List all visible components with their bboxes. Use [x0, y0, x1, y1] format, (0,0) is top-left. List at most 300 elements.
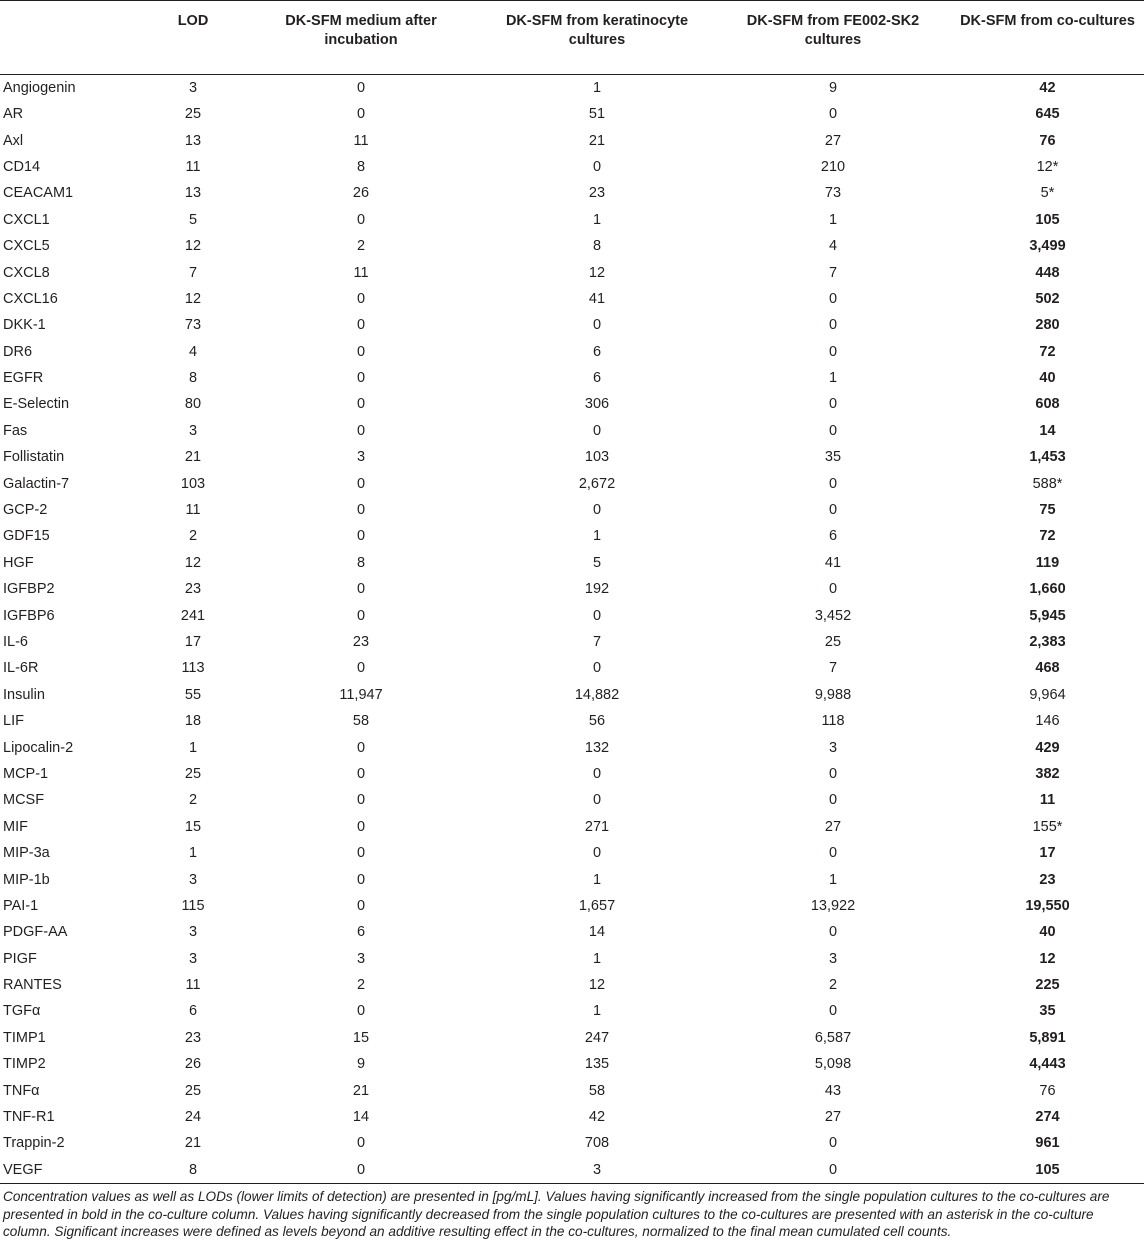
table-row: [0, 761, 1144, 787]
cell-lod: 55: [184, 686, 202, 703]
cell-medium: 0: [356, 475, 366, 492]
cell-medium: 15: [352, 1029, 370, 1046]
cell-fe002: 0: [828, 106, 838, 123]
cell-medium: 0: [356, 871, 366, 888]
cell-fe002: 0: [828, 845, 838, 862]
cell-keratinocyte: 0: [592, 422, 602, 439]
cell-lod: 80: [184, 396, 202, 413]
cell-keratinocyte: 135: [584, 1056, 610, 1073]
cell-co: 17: [1039, 845, 1056, 862]
cell-co: 105: [951, 1157, 1144, 1184]
cell-medium: 0: [356, 502, 366, 519]
cell-fe002: 25: [824, 634, 842, 650]
cell-keratinocyte: 708: [584, 1135, 610, 1152]
table-row: [0, 523, 1144, 549]
cell-medium: 0: [356, 792, 366, 809]
cell-medium: 21: [352, 1082, 370, 1099]
cell-keratinocyte: 56: [588, 713, 606, 730]
cell-lod: 1: [188, 739, 198, 756]
cell-name: IL-6R: [3, 660, 39, 677]
cell-co: 429: [1035, 739, 1060, 756]
cell-medium: 0: [356, 739, 366, 756]
cell-keratinocyte: 1: [592, 950, 602, 967]
cell-name: CXCL1: [3, 211, 50, 228]
cell-medium: 14: [352, 1109, 370, 1126]
cell-medium: 0: [356, 370, 366, 387]
table-row: [0, 629, 1144, 655]
cell-fe002: 3: [828, 950, 838, 967]
cell-fe002: 3,452: [814, 607, 852, 624]
cell-lod: 8: [143, 1157, 243, 1184]
cell-fe002: 1: [828, 871, 838, 888]
cell-fe002: 0: [828, 792, 838, 809]
cell-fe002: 0: [828, 475, 838, 492]
cell-fe002: 7: [828, 264, 838, 281]
cell-co: 588*: [1032, 475, 1063, 492]
cell-name: HGF: [3, 554, 34, 571]
header-lod: LOD: [143, 1, 243, 75]
cell-lod: 3: [188, 422, 198, 439]
cell-keratinocyte: 0: [592, 502, 602, 519]
cell-medium: 0: [356, 765, 366, 782]
cell-co: 12: [1039, 950, 1056, 967]
cell-keratinocyte: 58: [588, 1082, 606, 1099]
table-footnote: Concentration values as well as LODs (lower limits of detection) are presented in [pg/mL]. Values having significantly increased from the single population cultures to the co-cultures are presented in bold in the co-culture column. Values having significantly decreased from the single population cultures to the co-cultures are presented with an asterisk in the co-culture column. Significant increases were defined as levels beyond an additive resulting effect in the co-cultures, normalized to the final mean cumulated cell counts.: [3, 1189, 1110, 1239]
cell-medium: 23: [352, 634, 370, 650]
cell-name: IGFBP2: [3, 581, 55, 598]
table-row: [0, 497, 1144, 523]
cell-lod: 3: [188, 924, 198, 941]
cell-name: DKK-1: [3, 317, 46, 334]
cell-fe002: 0: [828, 290, 838, 307]
table-row: [0, 286, 1144, 312]
cell-keratinocyte: 132: [584, 739, 610, 756]
cell-co: 2,383: [1029, 634, 1066, 650]
header-row: [0, 1, 1144, 75]
cell-keratinocyte: 1,657: [578, 897, 616, 914]
cell-lod: 15: [184, 818, 202, 835]
cell-fe002: 0: [828, 396, 838, 413]
cell-medium: 11: [353, 264, 369, 281]
cell-keratinocyte: 41: [588, 290, 606, 307]
cell-name: Fas: [3, 422, 28, 439]
table-row: [0, 576, 1144, 602]
cell-name: TNF-R1: [3, 1109, 55, 1126]
table-row: [0, 233, 1144, 259]
cell-co: 76: [1039, 132, 1056, 149]
cell-name: Galactin-7: [3, 475, 70, 492]
cell-lod: 12: [184, 290, 202, 307]
cell-keratinocyte: 14: [588, 924, 606, 941]
cell-lod: 1: [188, 845, 198, 862]
cell-keratinocyte: 3: [479, 1157, 715, 1184]
table-header: [0, 1, 1144, 75]
cell-co: 448: [1035, 264, 1060, 281]
cell-keratinocyte: 0: [592, 158, 602, 175]
cell-co: 9,964: [1029, 686, 1066, 703]
cell-co: 5,891: [1029, 1029, 1066, 1046]
cell-co: 961: [1035, 1135, 1060, 1152]
cell-fe002: 35: [824, 449, 842, 466]
cell-fe002: 0: [828, 765, 838, 782]
cell-lod: 241: [180, 607, 206, 624]
table-row: [0, 101, 1144, 127]
cell-fe002: 27: [824, 132, 842, 149]
cell-fe002: 7: [828, 660, 838, 677]
cell-lod: 25: [184, 1082, 202, 1099]
table-row: [0, 1130, 1144, 1156]
cell-medium: 0: [243, 1157, 479, 1184]
cell-co: 72: [1039, 343, 1056, 360]
cell-name: PDGF-AA: [3, 924, 68, 941]
table-row: [0, 998, 1144, 1024]
cell-medium: 0: [356, 211, 366, 228]
table-row: [0, 840, 1144, 866]
table-row: [0, 1051, 1144, 1077]
cell-lod: 24: [184, 1109, 202, 1126]
cell-keratinocyte: 0: [592, 660, 602, 677]
cell-lod: 3: [188, 80, 198, 96]
cell-medium: 0: [356, 528, 366, 545]
table-row: [0, 787, 1144, 813]
cell-fe002: 3: [828, 739, 838, 756]
cell-name: TGFα: [3, 1003, 41, 1020]
cell-lod: 26: [184, 1056, 202, 1073]
cell-co: 608: [1035, 396, 1060, 413]
cell-co: 645: [1035, 106, 1060, 123]
cell-keratinocyte: 23: [588, 185, 606, 202]
cell-medium: 8: [356, 554, 366, 571]
table-row: [0, 893, 1144, 919]
cell-keratinocyte: 1: [592, 528, 602, 545]
cell-lod: 8: [188, 370, 198, 387]
cell-medium: 2: [356, 977, 366, 994]
cell-co: 14: [1039, 422, 1056, 439]
cell-keratinocyte: 21: [588, 132, 606, 149]
cell-fe002: 6,587: [814, 1029, 852, 1046]
cell-name: Axl: [3, 132, 24, 149]
cell-medium: 0: [356, 317, 366, 334]
table-body: [0, 75, 1144, 1184]
cell-name: IL-6: [3, 634, 28, 650]
cell-name: MIP-1b: [3, 871, 50, 888]
cell-fe002: 13,922: [810, 897, 856, 914]
cell-fe002: 0: [828, 317, 838, 334]
cell-fe002: 43: [824, 1082, 842, 1099]
table-row: [0, 708, 1144, 734]
table-row: [0, 602, 1144, 628]
cell-name: Follistatin: [3, 449, 65, 466]
cell-medium: 58: [352, 713, 370, 730]
cell-name: Trappin-2: [3, 1135, 65, 1152]
cell-lod: 12: [184, 238, 202, 255]
cell-medium: 3: [356, 950, 366, 967]
cell-fe002: 5,098: [814, 1056, 852, 1073]
cell-keratinocyte: 8: [592, 238, 602, 255]
cell-name: E-Selectin: [3, 396, 70, 413]
cell-co: 19,550: [1025, 897, 1070, 914]
cell-co: 225: [1035, 977, 1060, 994]
cell-lod: 3: [188, 871, 198, 888]
header-co-culture: DK-SFM from co-cultures: [951, 1, 1144, 75]
cell-name: AR: [3, 106, 24, 123]
cell-name: TIMP1: [3, 1029, 46, 1046]
cell-keratinocyte: 0: [592, 765, 602, 782]
table-row: [0, 418, 1144, 444]
cell-keratinocyte: 1: [592, 1003, 602, 1020]
header-analyte: [0, 1, 143, 75]
cell-medium: 3: [356, 449, 366, 466]
cell-keratinocyte: 0: [592, 317, 602, 334]
cell-co: 468: [1035, 660, 1060, 677]
cell-keratinocyte: 42: [588, 1109, 606, 1126]
cell-name: TNFα: [3, 1082, 40, 1099]
cell-lod: 73: [184, 317, 202, 334]
cell-keratinocyte: 12: [588, 977, 606, 994]
cell-lod: 6: [188, 1003, 198, 1020]
table-row: [0, 734, 1144, 760]
cell-name: GCP-2: [3, 502, 48, 519]
header-medium: DK-SFM medium after incubation: [243, 1, 479, 75]
cell-medium: 11: [353, 132, 369, 149]
cell-co: 35: [1039, 1003, 1056, 1020]
cell-name: GDF15: [3, 528, 50, 545]
table-row: [0, 444, 1144, 470]
cell-co: 1,453: [1029, 449, 1066, 466]
cell-medium: 0: [356, 422, 366, 439]
cell-co: 274: [1035, 1109, 1060, 1126]
cell-keratinocyte: 103: [584, 449, 610, 466]
cell-co: 5,945: [1029, 607, 1066, 624]
cell-name: RANTES: [3, 977, 62, 994]
cell-medium: 0: [356, 897, 366, 914]
cell-medium: 0: [356, 845, 366, 862]
table-row: [0, 866, 1144, 892]
cell-medium: 0: [356, 1003, 366, 1020]
cell-keratinocyte: 271: [584, 818, 610, 835]
cell-medium: 6: [356, 924, 366, 941]
cell-name: VEGF: [0, 1157, 143, 1184]
cell-co: 155*: [1032, 818, 1063, 835]
cell-name: CXCL8: [3, 264, 50, 281]
cell-medium: 0: [356, 607, 366, 624]
cell-co: 4,443: [1029, 1056, 1066, 1073]
cell-name: PIGF: [3, 950, 37, 967]
cell-fe002: 27: [824, 818, 842, 835]
cell-keratinocyte: 5: [592, 554, 602, 571]
cell-name: Insulin: [3, 686, 45, 703]
cell-medium: 11,947: [339, 686, 383, 703]
table-row: [0, 972, 1144, 998]
cell-lod: 2: [188, 528, 198, 545]
table-row: [0, 682, 1144, 708]
table-row: [0, 312, 1144, 338]
cell-fe002: 27: [824, 1109, 842, 1126]
cell-name: EGFR: [3, 370, 44, 387]
cell-keratinocyte: 0: [592, 845, 602, 862]
cell-medium: 0: [356, 290, 366, 307]
cell-fe002: 0: [715, 1157, 951, 1184]
cell-lod: 21: [184, 1135, 202, 1152]
cell-fe002: 0: [828, 924, 838, 941]
cell-fe002: 0: [828, 502, 838, 519]
cell-co: 11: [1039, 792, 1056, 809]
cell-co: 75: [1039, 502, 1056, 519]
cell-lod: 115: [181, 897, 205, 914]
cell-lod: 11: [185, 158, 201, 175]
cell-name: MIP-3a: [3, 845, 50, 862]
cell-lod: 4: [188, 343, 198, 360]
cell-name: TIMP2: [3, 1056, 46, 1073]
cell-medium: 0: [356, 106, 366, 123]
table-row: [0, 470, 1144, 496]
cell-keratinocyte: 0: [592, 607, 602, 624]
cell-name: PAI-1: [3, 897, 39, 914]
cell-lod: 11: [185, 502, 201, 519]
cell-keratinocyte: 14,882: [574, 686, 620, 703]
cell-co: 42: [1039, 80, 1056, 96]
cell-medium: 0: [356, 660, 366, 677]
cell-medium: 0: [356, 1135, 366, 1152]
cell-keratinocyte: 12: [588, 264, 606, 281]
cell-keratinocyte: 192: [584, 581, 610, 598]
cell-medium: 0: [356, 80, 366, 96]
cell-co: 72: [1039, 528, 1056, 545]
cell-medium: 0: [356, 396, 366, 413]
cell-co: 23: [1039, 871, 1056, 888]
cell-co: 40: [1039, 370, 1056, 387]
cell-lod: 25: [184, 106, 202, 123]
cell-lod: 21: [184, 449, 202, 466]
cell-lod: 11: [185, 977, 201, 994]
table-row: [0, 154, 1144, 180]
table-row: [0, 919, 1144, 945]
cell-name: CXCL5: [3, 238, 50, 255]
cell-co: 12*: [1036, 158, 1059, 175]
table-row: [0, 1104, 1144, 1130]
cell-co: 76: [1039, 1082, 1056, 1099]
cell-fe002: 9: [828, 80, 838, 96]
table-row: [0, 75, 1144, 102]
table-row: [0, 365, 1144, 391]
cell-keratinocyte: 51: [588, 106, 606, 123]
cell-lod: 18: [184, 713, 202, 730]
cell-name: CD14: [3, 158, 41, 175]
cell-medium: 26: [352, 185, 370, 202]
table-row: [0, 207, 1144, 233]
cell-fe002: 9,988: [814, 686, 852, 703]
cell-medium: 0: [356, 343, 366, 360]
cell-keratinocyte: 0: [592, 792, 602, 809]
cell-lod: 23: [184, 1029, 202, 1046]
table-row: [0, 339, 1144, 365]
cell-fe002: 41: [824, 554, 842, 571]
cell-fe002: 1: [828, 211, 838, 228]
cell-name: MIF: [3, 818, 28, 835]
cell-fe002: 118: [821, 713, 845, 730]
cell-fe002: 210: [820, 158, 846, 175]
cell-fe002: 4: [828, 238, 838, 255]
table-row: [0, 1077, 1144, 1103]
cell-lod: 25: [184, 765, 202, 782]
cell-fe002: 73: [824, 185, 842, 202]
cell-co: 3,499: [1029, 238, 1066, 255]
cell-name: LIF: [3, 713, 24, 730]
cell-lod: 13: [184, 132, 202, 149]
cell-name: MCSF: [3, 792, 45, 809]
table-row: [0, 814, 1144, 840]
cell-co: 105: [1035, 211, 1060, 228]
cell-keratinocyte: 1: [592, 871, 602, 888]
table-row: [0, 127, 1144, 153]
cell-fe002: 0: [828, 1135, 838, 1152]
table-row: [0, 259, 1144, 285]
cell-co: 280: [1035, 317, 1060, 334]
cell-lod: 2: [188, 792, 198, 809]
cell-fe002: 6: [828, 528, 838, 545]
cell-lod: 17: [184, 634, 202, 650]
cell-lod: 5: [188, 211, 198, 228]
cell-co: 146: [1035, 713, 1060, 730]
cell-name: IGFBP6: [3, 607, 55, 624]
cell-keratinocyte: 1: [592, 211, 602, 228]
cell-co: 119: [1035, 554, 1060, 571]
cell-name: Angiogenin: [3, 80, 76, 96]
cell-keratinocyte: 2,672: [578, 475, 616, 492]
cell-lod: 103: [180, 475, 206, 492]
cell-name: MCP-1: [3, 765, 49, 782]
header-keratinocyte: DK-SFM from keratinocyte cultures: [479, 1, 715, 75]
table-row: [0, 550, 1144, 576]
cell-keratinocyte: 1: [592, 80, 602, 96]
cell-lod: 3: [188, 950, 198, 967]
cell-lod: 7: [188, 264, 198, 281]
cell-medium: 9: [356, 1056, 366, 1073]
cell-lod: 113: [181, 660, 205, 677]
cell-lod: 23: [184, 581, 202, 598]
cell-keratinocyte: 7: [592, 634, 602, 650]
cell-keratinocyte: 247: [584, 1029, 610, 1046]
table-row: [0, 946, 1144, 972]
cell-fe002: 2: [828, 977, 838, 994]
cell-keratinocyte: 6: [592, 343, 602, 360]
cell-medium: 0: [356, 581, 366, 598]
cell-lod: 12: [184, 554, 202, 571]
table-row: [0, 391, 1144, 417]
cell-co: 382: [1035, 765, 1060, 782]
cell-medium: 0: [356, 818, 366, 835]
cell-name: CEACAM1: [3, 185, 74, 202]
cell-fe002: 0: [828, 343, 838, 360]
header-fe002: DK-SFM from FE002-SK2 cultures: [715, 1, 951, 75]
cell-co: 502: [1035, 290, 1060, 307]
table-row: [0, 655, 1144, 681]
cell-medium: 8: [356, 158, 366, 175]
cell-medium: 2: [356, 238, 366, 255]
table-row: [0, 180, 1144, 206]
cell-fe002: 1: [828, 370, 838, 387]
cell-keratinocyte: 306: [584, 396, 610, 413]
cell-fe002: 0: [828, 581, 838, 598]
table-row: [0, 1025, 1144, 1051]
cell-name: CXCL16: [3, 290, 58, 307]
cell-fe002: 0: [828, 422, 838, 439]
cell-co: 1,660: [1029, 581, 1066, 598]
cell-name: DR6: [3, 343, 33, 360]
cell-name: Lipocalin-2: [3, 739, 74, 756]
cell-co: 5*: [1040, 185, 1055, 202]
cell-lod: 13: [184, 185, 202, 202]
